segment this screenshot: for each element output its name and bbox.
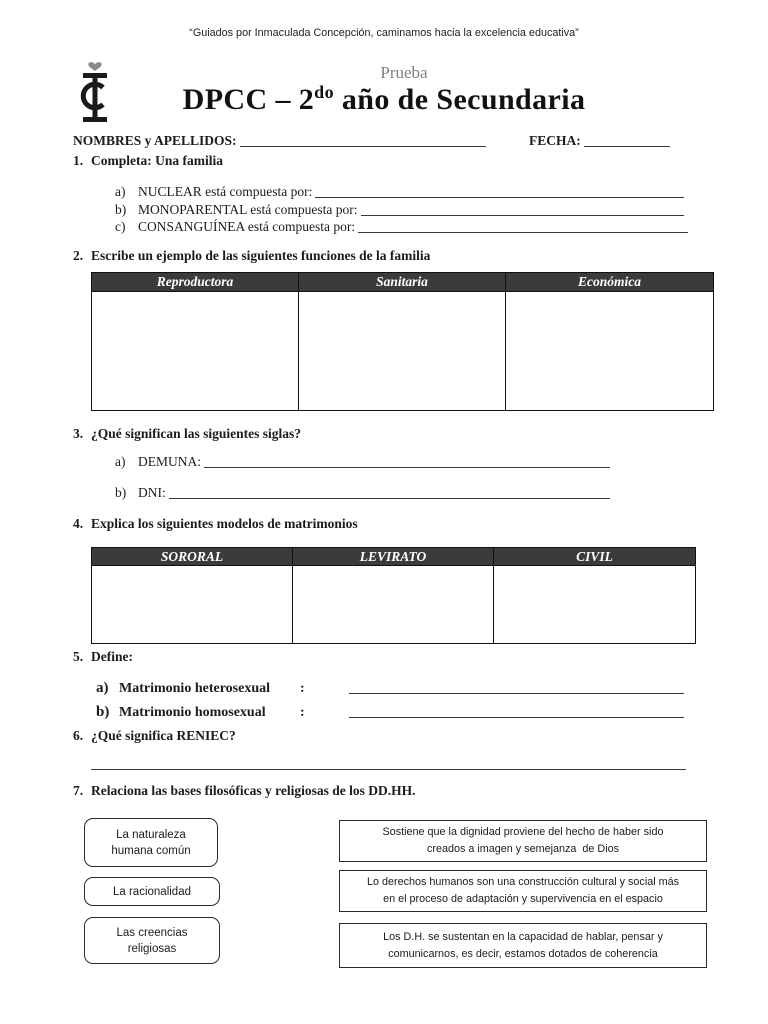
question-3-item-b — [115, 485, 610, 501]
question-number: 6. — [73, 728, 84, 743]
column-header-economica: Económica — [506, 273, 713, 291]
page-title — [0, 83, 768, 120]
marriage-models-table — [91, 547, 696, 644]
concept-box-naturaleza[interactable] — [84, 818, 218, 867]
item-letter: b) — [96, 704, 110, 720]
concept-line: La naturaleza — [116, 828, 186, 841]
description-line: Lo derechos humanos son una construcción cultural y social más — [366, 876, 680, 888]
answer-cell-reproductora[interactable] — [92, 291, 299, 410]
question-5-item-b — [96, 704, 684, 721]
concept-box-creencias[interactable] — [84, 917, 220, 964]
answer-cell-levirato[interactable] — [293, 565, 494, 643]
names-label: NOMBRES y APELLIDOS: — [73, 133, 237, 148]
question-4-heading — [73, 516, 733, 532]
concept-line: religiosas — [127, 942, 177, 955]
question-6-heading — [73, 728, 733, 744]
question-1-item-c — [115, 219, 688, 235]
title-prefix: DPCC – 2 — [182, 83, 315, 116]
question-6-answer-blank[interactable] — [91, 760, 686, 770]
answer-blank[interactable] — [315, 188, 684, 198]
item-text: DNI: — [138, 485, 166, 500]
title-superscript: do — [314, 81, 334, 102]
question-number: 2. — [73, 248, 84, 263]
column-header-sanitaria: Sanitaria — [299, 273, 506, 291]
concept-line: Las creencias — [116, 926, 188, 939]
item-text: Matrimonio heterosexual — [119, 681, 270, 696]
question-number: 5. — [73, 649, 84, 664]
answer-blank[interactable] — [204, 458, 610, 468]
question-prompt: Completa: Una familia — [91, 153, 223, 168]
answer-blank[interactable] — [361, 206, 684, 216]
question-number: 3. — [73, 426, 84, 441]
column-header-civil: CIVIL — [494, 548, 695, 565]
question-1-item-a — [115, 184, 684, 200]
date-label: FECHA: — [529, 133, 581, 148]
concept-line: humana común — [111, 844, 191, 857]
question-1-item-b — [115, 202, 684, 218]
answer-blank[interactable] — [349, 684, 684, 694]
crest-heart-shape — [88, 62, 101, 71]
family-functions-table — [91, 272, 714, 411]
answer-blank[interactable] — [349, 708, 684, 718]
question-number: 1. — [73, 153, 84, 168]
question-prompt: Define: — [91, 649, 133, 664]
question-prompt: ¿Qué significa RENIEC? — [91, 728, 236, 743]
description-line: Sostiene que la dignidad proviene del hecho de haber sido — [382, 826, 664, 838]
question-number: 7. — [73, 783, 84, 798]
column-header-levirato: LEVIRATO — [293, 548, 494, 565]
description-box-construccion[interactable] — [339, 870, 707, 912]
title-suffix: año de Secundaria — [333, 83, 586, 116]
names-answer-blank[interactable] — [240, 137, 486, 147]
description-line: Los D.H. se sustentan en la capacidad de hablar, pensar y — [383, 930, 663, 943]
question-3-item-a — [115, 454, 610, 470]
description-line: en el proceso de adaptación y supervivencia en el espacio — [383, 893, 663, 905]
question-prompt: Explica los siguientes modelos de matrimonios — [91, 516, 358, 531]
question-number: 4. — [73, 516, 84, 531]
question-prompt: ¿Qué significan las siguientes siglas? — [91, 426, 302, 441]
answer-cell-sanitaria[interactable] — [299, 291, 506, 410]
item-text: MONOPARENTAL está compuesta por: — [138, 202, 358, 217]
item-text: CONSANGUÍNEA está compuesta por: — [138, 219, 356, 234]
question-5-heading — [73, 649, 733, 665]
description-line: comunicarnos, es decir, estamos dotados de coherencia — [388, 947, 658, 960]
school-motto: “Guiados por Inmaculada Concepción, caminamos hacia la excelencia educativa” — [189, 27, 579, 39]
question-5-item-a — [96, 680, 684, 697]
description-box-capacidad[interactable] — [339, 923, 707, 968]
item-text: DEMUNA: — [138, 454, 201, 469]
item-letter: c) — [115, 219, 126, 234]
answer-cell-economica[interactable] — [506, 291, 713, 410]
date-row — [529, 133, 670, 149]
answer-cell-civil[interactable] — [494, 565, 695, 643]
answer-blank[interactable] — [169, 489, 610, 499]
column-header-sororal: SORORAL — [92, 548, 293, 565]
item-letter: a) — [115, 184, 126, 199]
concept-box-racionalidad[interactable] — [84, 877, 220, 906]
answer-blank[interactable] — [358, 223, 688, 233]
description-box-dignidad[interactable] — [339, 820, 707, 862]
item-text: Matrimonio homosexual — [119, 705, 266, 720]
description-line: creados a imagen y semejanza de Dios — [426, 843, 620, 855]
item-text: NUCLEAR está compuesta por: — [138, 184, 313, 199]
date-answer-blank[interactable] — [584, 137, 670, 147]
student-name-row — [73, 133, 486, 149]
question-1-heading — [73, 153, 733, 169]
question-2-heading — [73, 248, 733, 264]
answer-cell-sororal[interactable] — [92, 565, 293, 643]
exam-type-label: Prueba — [380, 63, 428, 82]
column-header-reproductora: Reproductora — [92, 273, 299, 291]
question-prompt: Escribe un ejemplo de las siguientes funciones de la familia — [91, 248, 431, 263]
item-letter: a) — [96, 680, 109, 696]
item-separator: : — [300, 681, 305, 696]
question-3-heading — [73, 426, 733, 442]
item-letter: b) — [115, 202, 127, 217]
item-separator: : — [300, 705, 305, 720]
item-letter: b) — [115, 485, 127, 500]
concept-line: La racionalidad — [112, 885, 191, 898]
question-7-heading — [73, 783, 733, 799]
question-prompt: Relaciona las bases filosóficas y religiosas de los DD.HH. — [91, 783, 416, 798]
item-letter: a) — [115, 454, 126, 469]
